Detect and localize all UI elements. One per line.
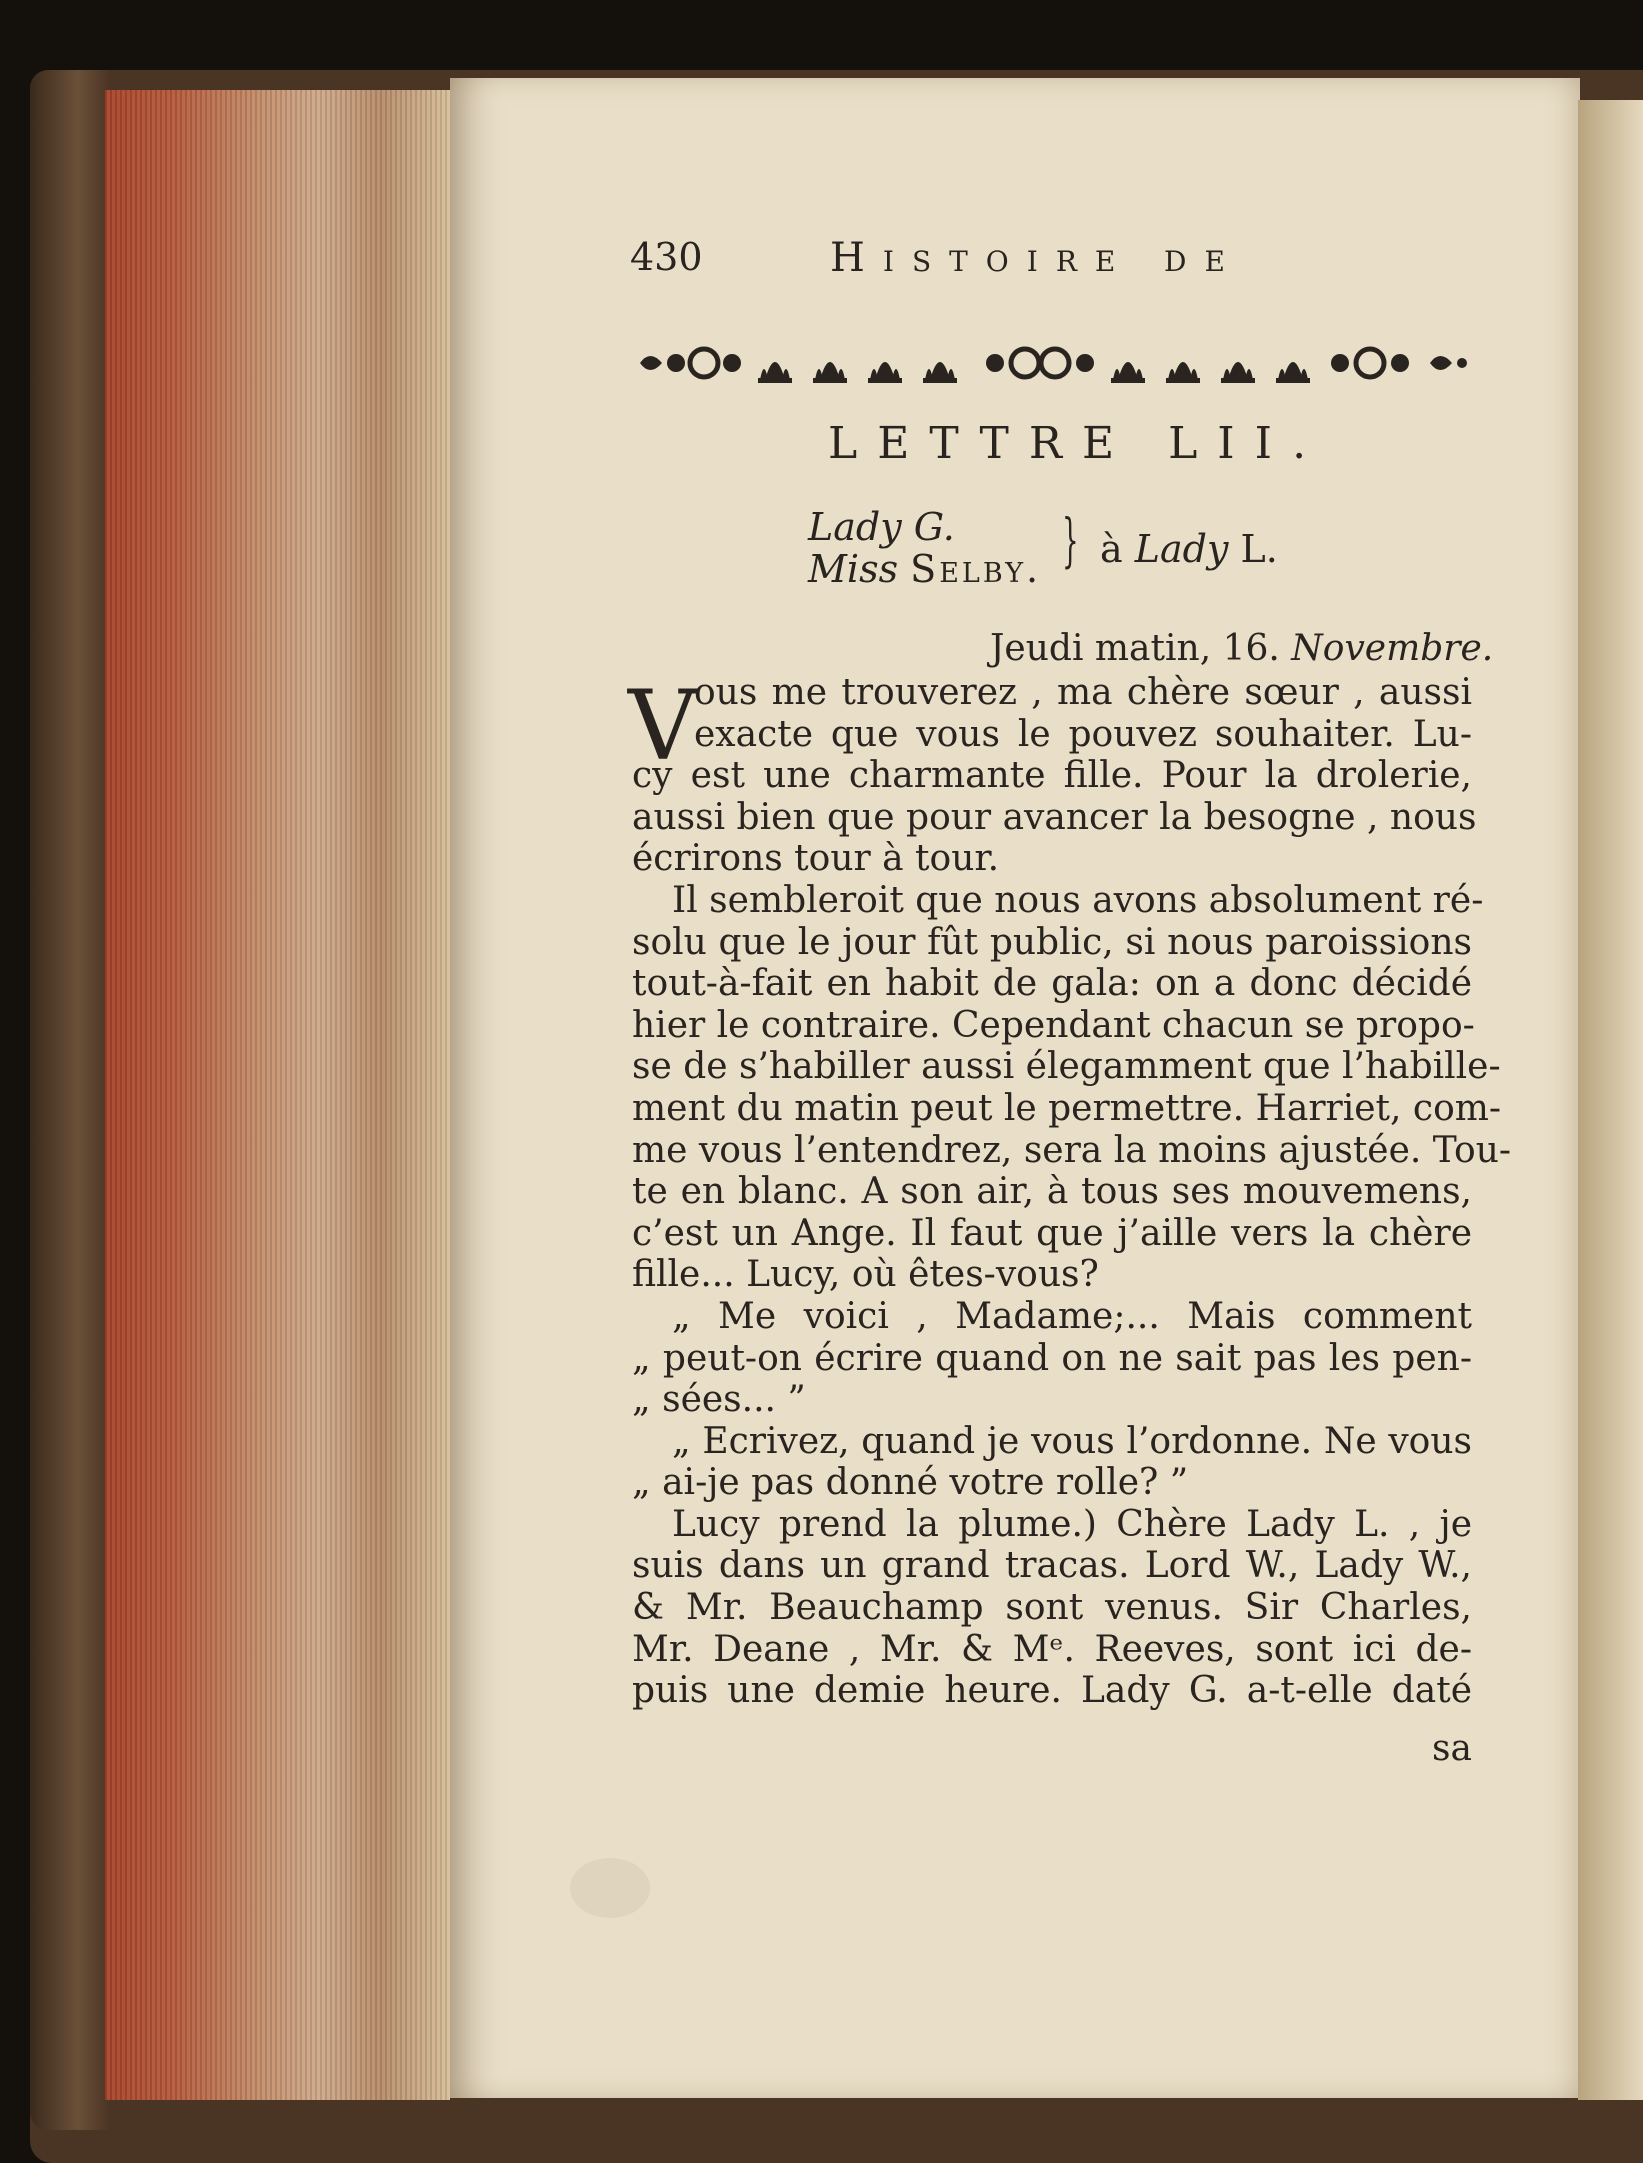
ornament-piece <box>1457 358 1467 368</box>
catchword: sa <box>1432 1728 1472 1769</box>
text-line: „ Me voici , Madame;... Mais comment <box>672 1295 1472 1337</box>
text-line: „ ai-je pas donné votre rolle? ” <box>632 1462 1189 1504</box>
text-line: fille... Lucy, où êtes-vous? <box>632 1254 1099 1296</box>
ornament-piece <box>1011 349 1039 377</box>
running-title: Histoire de <box>830 235 1243 281</box>
text-line: ous me trouverez , ma chère sœur , aussi <box>694 672 1472 713</box>
ornament-piece <box>1166 362 1200 383</box>
letter-title: LETTRE LII. <box>828 418 1327 469</box>
ornament-piece <box>640 356 662 370</box>
running-head <box>630 235 1530 285</box>
sender-2-title: Miss <box>808 547 899 591</box>
ornament-piece <box>986 354 1004 372</box>
text-line: solu que le jour fût public, si nous paroissions <box>632 921 1472 963</box>
text-line: Lucy prend la plume.) Chère Lady L. , je <box>672 1503 1472 1545</box>
text-line: Mr. Deane , Mr. & Mᵉ. Reeves, sont ici de- <box>632 1628 1472 1670</box>
page-stain <box>570 1858 650 1918</box>
text-line: hier le contraire. Cependant chacun se propo- <box>632 1004 1475 1046</box>
text-line: Il sembleroit que nous avons absolument ré- <box>672 879 1484 921</box>
ornament-piece <box>1391 354 1409 372</box>
text-line: „ sées... ” <box>632 1379 806 1421</box>
recipient-name: L. <box>1228 527 1278 571</box>
ornament-band <box>640 338 1470 388</box>
text-line: aussi bien que pour avancer la besogne , nous <box>632 796 1477 838</box>
text-line: „ Ecrivez, quand je vous l’ordonne. Ne vous <box>672 1420 1472 1462</box>
page-number: 430 <box>630 235 703 279</box>
text-line: se de s’habiller aussi élegamment que l’habille- <box>632 1046 1501 1088</box>
text-line: & Mr. Beauchamp sont venus. Sir Charles, <box>632 1587 1472 1629</box>
recipient-title: Lady <box>1134 527 1229 571</box>
text-line: „ peut-on écrire quand on ne sait pas les pen- <box>632 1337 1472 1379</box>
text-line: cy est une charmante fille. Pour la drolerie, <box>632 755 1472 797</box>
recipient-prefix: à <box>1100 527 1123 571</box>
ornament-piece <box>1430 356 1452 370</box>
sender-1: Lady G. <box>808 505 955 549</box>
ornament-piece <box>1331 354 1349 372</box>
ornament-piece <box>1111 362 1145 383</box>
text-line: te en blanc. A son air, à tous ses mouvemens, <box>632 1171 1472 1213</box>
text-line: exacte que vous le pouvez souhaiter. Lu- <box>694 713 1472 755</box>
ornament-piece <box>813 362 847 383</box>
text-line: me vous l’entendrez, sera la moins ajustée. Tou- <box>632 1129 1512 1171</box>
ornament-piece <box>690 349 718 377</box>
opposite-page-edge <box>1578 100 1643 2100</box>
ornament-piece <box>667 354 685 372</box>
ornament-piece <box>1041 349 1069 377</box>
text-line: écrirons tour à tour. <box>632 838 1000 880</box>
ornament-piece <box>1221 362 1255 383</box>
drop-cap: V <box>628 670 698 782</box>
letter-address <box>800 505 1360 605</box>
sender-2-name: Selby. <box>910 547 1042 591</box>
ornament-piece <box>1076 354 1094 372</box>
book-spine-edge <box>30 70 110 2130</box>
recipient <box>1100 527 1278 571</box>
date-text: Jeudi matin, 16. <box>990 628 1292 669</box>
letter-body <box>628 670 1512 1712</box>
dateline <box>990 628 1493 669</box>
text-line: tout-à-fait en habit de gala: on a donc décidé <box>632 963 1472 1005</box>
text-line: ment du matin peut le permettre. Harriet, com- <box>632 1087 1502 1129</box>
ornament-piece <box>758 362 792 383</box>
ornament-piece <box>723 354 741 372</box>
brace-icon: } <box>1062 506 1079 574</box>
ornament-piece <box>923 362 957 383</box>
date-month: Novembre. <box>1291 628 1494 669</box>
ornament-piece <box>868 362 902 383</box>
text-line: c’est un Ange. Il faut que j’aille vers la chère <box>632 1212 1472 1254</box>
sender-2 <box>808 547 1041 591</box>
text-line: puis une demie heure. Lady G. a-t-elle daté <box>632 1670 1472 1712</box>
ornament-piece <box>1356 349 1384 377</box>
text-line: suis dans un grand tracas. Lord W., Lady W., <box>632 1545 1472 1587</box>
ornament-piece <box>1276 362 1310 383</box>
page-fore-edge <box>105 90 450 2100</box>
